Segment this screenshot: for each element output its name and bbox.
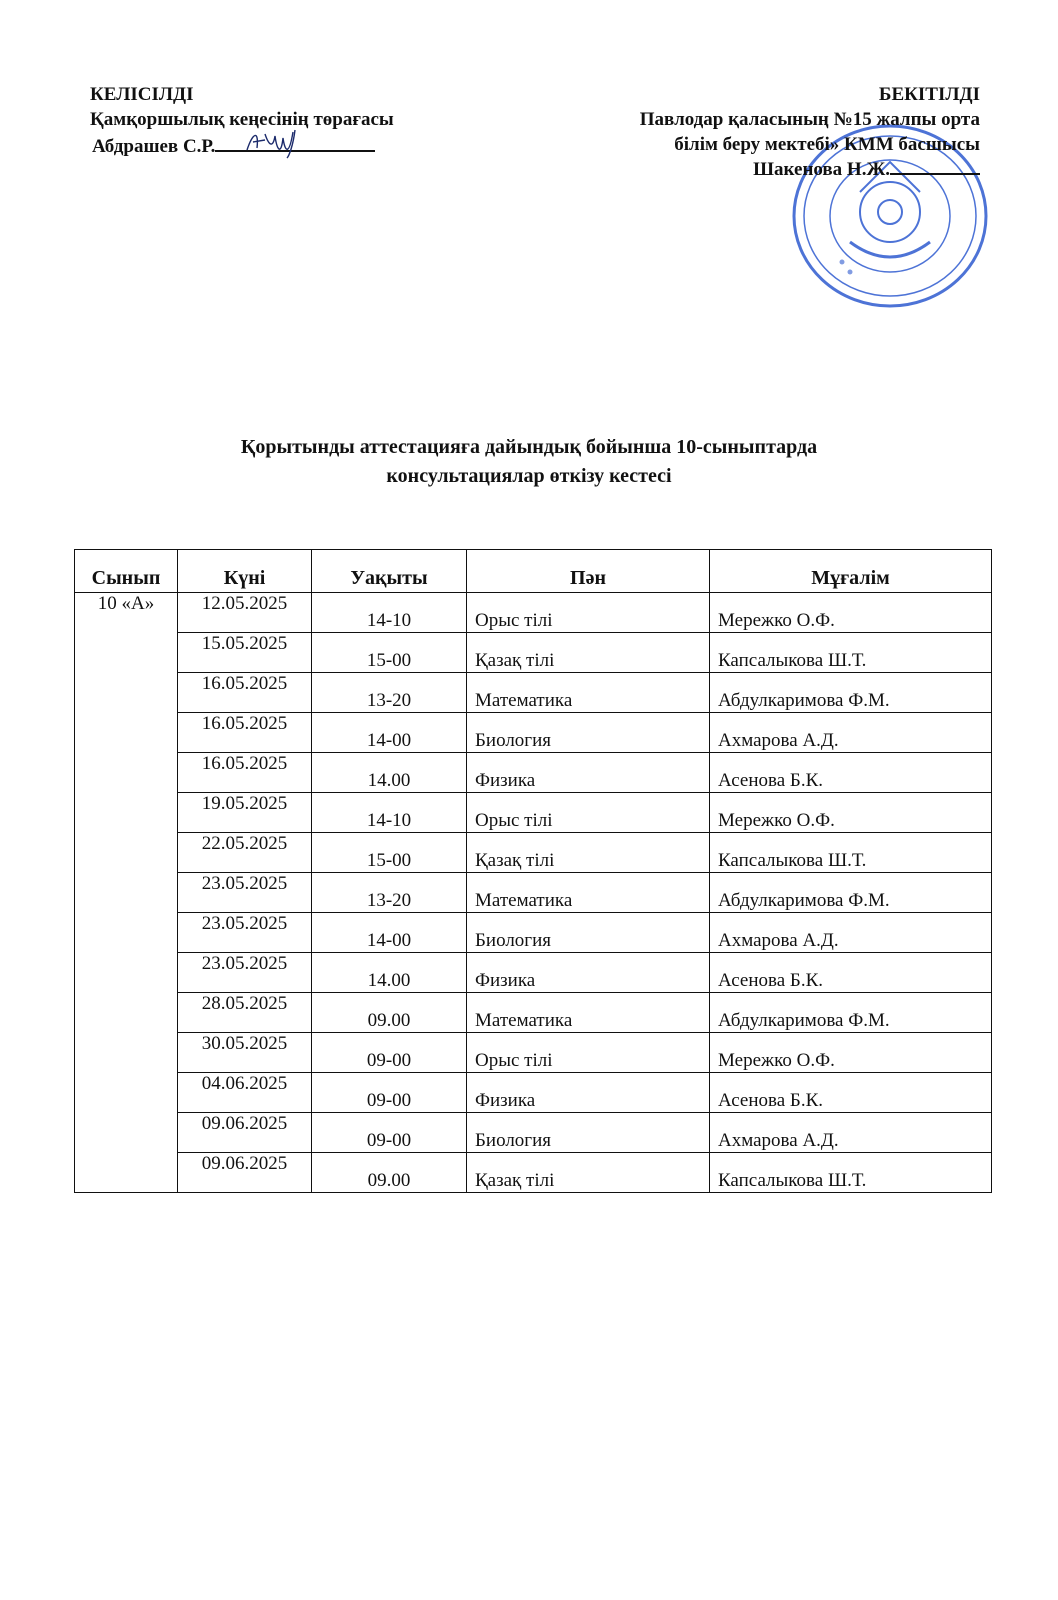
teacher-cell: Асенова Б.К. <box>710 753 992 793</box>
agreed-name: Абдрашев С.Р. <box>92 136 216 157</box>
table-row <box>75 593 992 633</box>
teacher-cell: Асенова Б.К. <box>710 1073 992 1113</box>
table-row <box>75 633 992 673</box>
date-cell: 15.05.2025 <box>178 633 312 673</box>
subject-cell: Орыс тілі <box>467 593 710 633</box>
header-teacher: Мұғалім <box>710 550 992 593</box>
time-cell: 13-20 <box>312 873 467 913</box>
table-row <box>75 1113 992 1153</box>
time-cell: 14-00 <box>312 713 467 753</box>
time-cell: 09-00 <box>312 1113 467 1153</box>
header-time: Уақыты <box>312 550 467 593</box>
date-cell: 23.05.2025 <box>178 873 312 913</box>
table-row <box>75 873 992 913</box>
time-cell: 09.00 <box>312 1153 467 1193</box>
subject-cell: Физика <box>467 753 710 793</box>
date-cell: 16.05.2025 <box>178 753 312 793</box>
subject-cell: Орыс тілі <box>467 1033 710 1073</box>
time-cell: 14-00 <box>312 913 467 953</box>
subject-cell: Биология <box>467 713 710 753</box>
subject-cell: Орыс тілі <box>467 793 710 833</box>
date-cell: 28.05.2025 <box>178 993 312 1033</box>
teacher-cell: Абдулкаримова Ф.М. <box>710 993 992 1033</box>
subject-cell: Физика <box>467 1073 710 1113</box>
approval-block-agreed <box>90 82 394 159</box>
table-row <box>75 1073 992 1113</box>
date-cell: 16.05.2025 <box>178 713 312 753</box>
approval-block-approved <box>640 82 980 182</box>
approved-org-line1: Павлодар қаласының №15 жалпы орта <box>639 109 980 130</box>
time-cell: 15-00 <box>312 633 467 673</box>
agreed-position: Қамқоршылық кеңесінің төрағасы <box>90 109 394 130</box>
time-cell: 14.00 <box>312 753 467 793</box>
time-cell: 14-10 <box>312 593 467 633</box>
teacher-cell: Капсалыкова Ш.Т. <box>710 1153 992 1193</box>
subject-cell: Математика <box>467 993 710 1033</box>
table-row <box>75 1033 992 1073</box>
date-cell: 23.05.2025 <box>178 913 312 953</box>
date-cell: 22.05.2025 <box>178 833 312 873</box>
table-row <box>75 993 992 1033</box>
teacher-cell: Ахмарова А.Д. <box>710 713 992 753</box>
table-row <box>75 713 992 753</box>
signature-icon <box>243 126 313 160</box>
time-cell: 15-00 <box>312 833 467 873</box>
subject-cell: Қазақ тілі <box>467 833 710 873</box>
date-cell: 04.06.2025 <box>178 1073 312 1113</box>
agreed-signatory <box>92 132 394 159</box>
class-cell: 10 «А» <box>75 593 178 1193</box>
teacher-cell: Мережко О.Ф. <box>710 1033 992 1073</box>
date-cell: 16.05.2025 <box>178 673 312 713</box>
teacher-cell: Капсалыкова Ш.Т. <box>710 633 992 673</box>
title-line-2: консультациялар өткізу кестесі <box>386 465 672 487</box>
time-cell: 13-20 <box>312 673 467 713</box>
subject-cell: Қазақ тілі <box>467 1153 710 1193</box>
time-cell: 14.00 <box>312 953 467 993</box>
teacher-cell: Мережко О.Ф. <box>710 793 992 833</box>
approved-org-line2: білім беру мектебі» КММ басшысы <box>674 134 980 155</box>
table-row <box>75 673 992 713</box>
header-date: Күні <box>178 550 312 593</box>
teacher-cell: Мережко О.Ф. <box>710 593 992 633</box>
teacher-cell: Абдулкаримова Ф.М. <box>710 873 992 913</box>
date-cell: 30.05.2025 <box>178 1033 312 1073</box>
subject-cell: Физика <box>467 953 710 993</box>
subject-cell: Математика <box>467 873 710 913</box>
teacher-cell: Ахмарова А.Д. <box>710 913 992 953</box>
table-row <box>75 753 992 793</box>
time-cell: 14-10 <box>312 793 467 833</box>
table-row <box>75 793 992 833</box>
signature-line <box>890 157 980 175</box>
signature-line <box>215 132 375 152</box>
table-header-row <box>75 550 992 593</box>
header-subject: Пән <box>467 550 710 593</box>
document-title <box>0 433 1058 491</box>
consultation-schedule-table <box>74 549 992 1193</box>
date-cell: 12.05.2025 <box>178 593 312 633</box>
table-row <box>75 913 992 953</box>
table-row <box>75 833 992 873</box>
teacher-cell: Ахмарова А.Д. <box>710 1113 992 1153</box>
teacher-cell: Капсалыкова Ш.Т. <box>710 833 992 873</box>
subject-cell: Математика <box>467 673 710 713</box>
date-cell: 23.05.2025 <box>178 953 312 993</box>
time-cell: 09.00 <box>312 993 467 1033</box>
teacher-cell: Абдулкаримова Ф.М. <box>710 673 992 713</box>
time-cell: 09-00 <box>312 1073 467 1113</box>
agreed-heading: КЕЛІСІЛДІ <box>90 84 194 105</box>
approved-signatory <box>640 157 980 182</box>
date-cell: 19.05.2025 <box>178 793 312 833</box>
approved-name: Шакенова Н.Ж. <box>753 159 890 180</box>
date-cell: 09.06.2025 <box>178 1113 312 1153</box>
date-cell: 09.06.2025 <box>178 1153 312 1193</box>
approved-heading: БЕКІТІЛДІ <box>878 84 980 105</box>
table-row <box>75 1153 992 1193</box>
teacher-cell: Асенова Б.К. <box>710 953 992 993</box>
subject-cell: Биология <box>467 913 710 953</box>
subject-cell: Биология <box>467 1113 710 1153</box>
subject-cell: Қазақ тілі <box>467 633 710 673</box>
table-row <box>75 953 992 993</box>
time-cell: 09-00 <box>312 1033 467 1073</box>
header-class: Сынып <box>75 550 178 593</box>
title-line-1: Қорытынды аттестацияға дайындық бойынша 10-сыныптарда <box>240 436 818 458</box>
